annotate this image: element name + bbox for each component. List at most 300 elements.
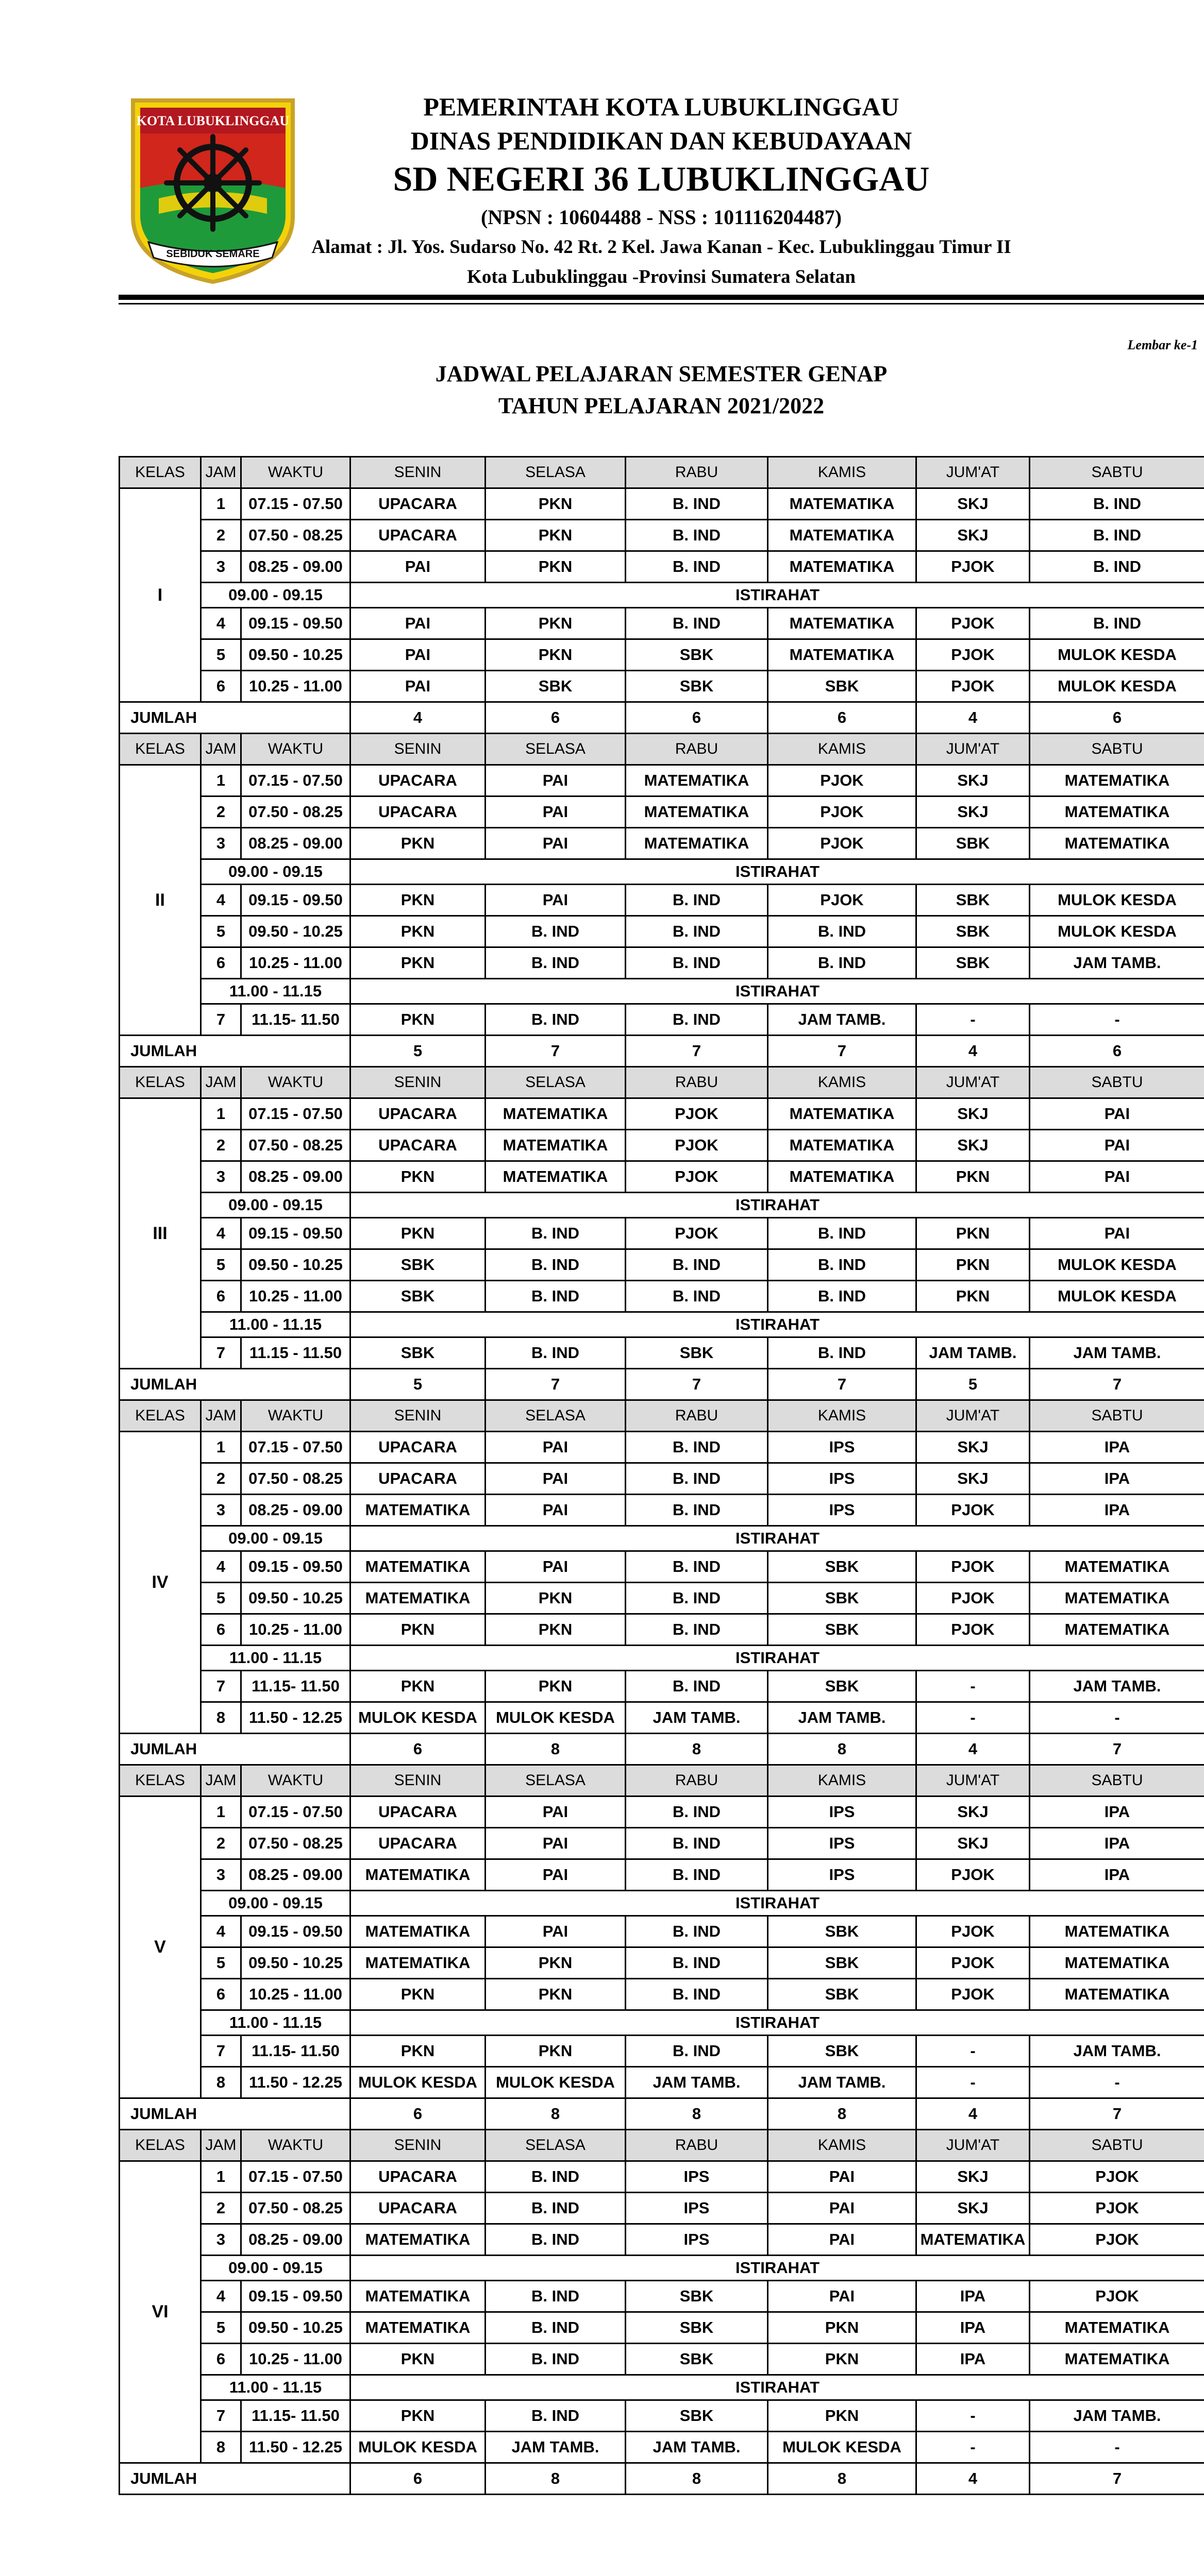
subject-cell: JAM TAMB. (626, 2067, 768, 2098)
jumlah-value-cell: 7 (1030, 2463, 1204, 2495)
subject-cell: B. IND (486, 1281, 626, 1312)
subject-cell: PKN (350, 2400, 486, 2432)
subject-cell: PKN (486, 639, 626, 671)
column-header: KELAS (120, 457, 201, 488)
jumlah-row (120, 2463, 1204, 2495)
time-cell: 09.15 - 09.50 (241, 2281, 350, 2312)
subject-cell: SBK (768, 671, 916, 702)
column-header: KAMIS (768, 2130, 916, 2161)
column-header: JAM (201, 2130, 241, 2161)
jam-cell: 3 (201, 1495, 241, 1526)
subject-cell: JAM TAMB. (768, 2067, 916, 2098)
time-cell: 10.25 - 11.00 (241, 2344, 350, 2375)
jam-cell: 3 (201, 1161, 241, 1193)
class-name-cell: I (120, 488, 201, 702)
subject-cell: PKN (350, 1218, 486, 1249)
subject-cell: PAI (486, 765, 626, 796)
subject-cell: SBK (768, 1947, 916, 1979)
time-cell: 07.15 - 07.50 (241, 1797, 350, 1828)
subject-cell: PJOK (916, 1495, 1030, 1526)
column-header: SENIN (350, 734, 486, 765)
column-header: RABU (626, 1067, 768, 1098)
subject-cell: IPA (916, 2312, 1030, 2344)
subject-cell: PJOK (1030, 2281, 1204, 2312)
subject-cell: PKN (350, 885, 486, 916)
subject-cell: B. IND (626, 947, 768, 979)
jam-cell: 2 (201, 1130, 241, 1161)
jam-cell: 6 (201, 1614, 241, 1646)
jumlah-label-cell: JUMLAH (120, 1734, 350, 1765)
subject-cell: MATEMATIKA (768, 1161, 916, 1193)
subject-cell: MATEMATIKA (350, 2224, 486, 2256)
lesson-row (120, 916, 1204, 947)
subject-cell: PKN (350, 1161, 486, 1193)
subject-cell: PJOK (916, 551, 1030, 583)
subject-cell: MATEMATIKA (1030, 1947, 1204, 1979)
break-row (120, 1312, 1204, 1337)
subject-cell: MATEMATIKA (350, 1947, 486, 1979)
subject-cell: PKN (916, 1218, 1030, 1249)
subject-cell: JAM TAMB. (768, 1702, 916, 1734)
subject-cell: SKJ (916, 1098, 1030, 1130)
subject-cell: PAI (768, 2193, 916, 2224)
lesson-row (120, 1495, 1204, 1526)
jumlah-value-cell: 4 (916, 2463, 1030, 2495)
schedule-header-row (120, 457, 1204, 488)
lesson-row (120, 885, 1204, 916)
subject-cell: IPS (768, 1859, 916, 1891)
column-header: KELAS (120, 2130, 201, 2161)
time-cell: 09.15 - 09.50 (241, 1218, 350, 1249)
subject-cell: PKN (350, 947, 486, 979)
subject-cell: B. IND (626, 1004, 768, 1036)
lesson-row (120, 1130, 1204, 1161)
subject-cell: B. IND (486, 1218, 626, 1249)
subject-cell: PAI (768, 2281, 916, 2312)
subject-cell: SKJ (916, 2161, 1030, 2193)
time-cell: 09.50 - 10.25 (241, 1947, 350, 1979)
class-name-cell: II (120, 765, 201, 1036)
lesson-row (120, 1337, 1204, 1369)
subject-cell: B. IND (768, 1281, 916, 1312)
jumlah-value-cell: 5 (916, 1369, 1030, 1400)
jumlah-value-cell: 6 (350, 2098, 486, 2130)
subject-cell: IPS (626, 2161, 768, 2193)
subject-cell: IPA (1030, 1828, 1204, 1859)
jam-cell: 5 (201, 2312, 241, 2344)
break-label-cell: ISTIRAHAT (350, 1526, 1204, 1551)
subject-cell: PAI (486, 1432, 626, 1463)
subject-cell: IPA (916, 2281, 1030, 2312)
column-header: JAM (201, 1765, 241, 1797)
subject-cell: PJOK (768, 796, 916, 828)
letterhead (119, 0, 1204, 299)
column-header: KAMIS (768, 1765, 916, 1797)
lesson-row (120, 796, 1204, 828)
subject-cell: SKJ (916, 1463, 1030, 1495)
subject-cell: B. IND (626, 1583, 768, 1614)
lesson-row (120, 671, 1204, 702)
subject-cell: MATEMATIKA (1030, 828, 1204, 859)
time-cell: 10.25 - 11.00 (241, 1979, 350, 2010)
subject-cell: PAI (350, 608, 486, 639)
subject-cell: B. IND (626, 1859, 768, 1891)
subject-cell: UPACARA (350, 2193, 486, 2224)
subject-cell: IPS (768, 1828, 916, 1859)
lesson-row (120, 1218, 1204, 1249)
class-name-cell: IV (120, 1432, 201, 1734)
schedule-subtitle: TAHUN PELAJARAN 2021/2022 (498, 393, 825, 418)
subject-cell: PKN (350, 2036, 486, 2067)
subject-cell: B. IND (626, 1916, 768, 1947)
subject-cell: MATEMATIKA (768, 1098, 916, 1130)
break-label-cell: ISTIRAHAT (350, 2256, 1204, 2281)
time-cell: 08.25 - 09.00 (241, 1495, 350, 1526)
column-header: JUM'AT (916, 734, 1030, 765)
break-label-cell: ISTIRAHAT (350, 2375, 1204, 2400)
break-time-cell: 09.00 - 09.15 (201, 859, 350, 885)
subject-cell: UPACARA (350, 1797, 486, 1828)
subject-cell: IPA (1030, 1463, 1204, 1495)
jam-cell: 5 (201, 1249, 241, 1281)
subject-cell: B. IND (626, 551, 768, 583)
jumlah-value-cell: 5 (350, 1369, 486, 1400)
subject-cell: PJOK (916, 1583, 1030, 1614)
subject-cell: PKN (486, 488, 626, 520)
subject-cell: JAM TAMB. (626, 2432, 768, 2463)
time-cell: 09.15 - 09.50 (241, 608, 350, 639)
lesson-row (120, 2161, 1204, 2193)
subject-cell: B. IND (626, 488, 768, 520)
subject-cell: JAM TAMB. (916, 1337, 1030, 1369)
subject-cell: MATEMATIKA (1030, 2344, 1204, 2375)
column-header: SENIN (350, 1765, 486, 1797)
subject-cell: MATEMATIKA (486, 1161, 626, 1193)
subject-cell: B. IND (626, 1614, 768, 1646)
subject-cell: UPACARA (350, 1130, 486, 1161)
lesson-row (120, 2193, 1204, 2224)
column-header: KAMIS (768, 457, 916, 488)
subject-cell: B. IND (768, 916, 916, 947)
time-cell: 09.15 - 09.50 (241, 1551, 350, 1583)
schedule-title: JADWAL PELAJARAN SEMESTER GENAP (435, 361, 888, 386)
jam-cell: 4 (201, 1218, 241, 1249)
break-time-cell: 09.00 - 09.15 (201, 583, 350, 608)
break-row (120, 1891, 1204, 1916)
subject-cell: UPACARA (350, 1432, 486, 1463)
subject-cell: PJOK (1030, 2193, 1204, 2224)
subject-cell: SKJ (916, 1432, 1030, 1463)
subject-cell: IPA (1030, 1495, 1204, 1526)
time-cell: 11.15- 11.50 (241, 2036, 350, 2067)
subject-cell: PAI (486, 1463, 626, 1495)
jam-cell: 5 (201, 1583, 241, 1614)
jumlah-value-cell: 6 (1030, 1036, 1204, 1067)
jumlah-value-cell: 7 (1030, 1734, 1204, 1765)
subject-cell: JAM TAMB. (486, 2432, 626, 2463)
column-header: WAKTU (241, 1765, 350, 1797)
column-header: KELAS (120, 1765, 201, 1797)
lesson-row (120, 1702, 1204, 1734)
header-rule-thin (119, 303, 1204, 304)
subject-cell: B. IND (626, 885, 768, 916)
jumlah-row (120, 1036, 1204, 1067)
subject-cell: MATEMATIKA (1030, 1916, 1204, 1947)
subject-cell: IPS (768, 1432, 916, 1463)
jam-cell: 8 (201, 2067, 241, 2098)
subject-cell: PKN (350, 2344, 486, 2375)
subject-cell: MATEMATIKA (350, 2312, 486, 2344)
column-header: JUM'AT (916, 457, 1030, 488)
jam-cell: 3 (201, 1859, 241, 1891)
time-cell: 07.15 - 07.50 (241, 765, 350, 796)
column-header: WAKTU (241, 457, 350, 488)
time-cell: 11.15- 11.50 (241, 1671, 350, 1702)
jam-cell: 8 (201, 1702, 241, 1734)
subject-cell: PJOK (768, 885, 916, 916)
subject-cell: B. IND (626, 1249, 768, 1281)
subject-cell: MATEMATIKA (768, 488, 916, 520)
lesson-row (120, 828, 1204, 859)
subject-cell: JAM TAMB. (1030, 947, 1204, 979)
jam-cell: 7 (201, 2036, 241, 2067)
jam-cell: 2 (201, 796, 241, 828)
lesson-row (120, 1583, 1204, 1614)
subject-cell: MATEMATIKA (768, 1130, 916, 1161)
time-cell: 08.25 - 09.00 (241, 1859, 350, 1891)
government-line: PEMERINTAH KOTA LUBUKLINGGAU (423, 92, 899, 121)
jumlah-row (120, 702, 1204, 734)
subject-cell: IPS (768, 1495, 916, 1526)
subject-cell: MATEMATIKA (768, 551, 916, 583)
schedule-header-row (120, 1765, 1204, 1797)
jumlah-value-cell: 7 (626, 1369, 768, 1400)
jam-cell: 7 (201, 1004, 241, 1036)
subject-cell: IPA (1030, 1432, 1204, 1463)
subject-cell: PKN (916, 1161, 1030, 1193)
subject-cell: B. IND (1030, 608, 1204, 639)
jumlah-value-cell: 4 (916, 1036, 1030, 1067)
jam-cell: 5 (201, 1947, 241, 1979)
jam-cell: 8 (201, 2432, 241, 2463)
column-header: KAMIS (768, 1400, 916, 1432)
subject-cell: B. IND (486, 2400, 626, 2432)
column-header: JAM (201, 1400, 241, 1432)
break-label-cell: ISTIRAHAT (350, 583, 1204, 608)
sheet-label: Lembar ke-1 (1127, 337, 1198, 352)
column-header: SELASA (486, 1400, 626, 1432)
column-header: JAM (201, 457, 241, 488)
jam-cell: 6 (201, 1281, 241, 1312)
jam-cell: 5 (201, 639, 241, 671)
lesson-row (120, 947, 1204, 979)
jumlah-value-cell: 6 (626, 702, 768, 734)
subject-cell: MATEMATIKA (350, 1583, 486, 1614)
jam-cell: 4 (201, 885, 241, 916)
column-header: WAKTU (241, 1400, 350, 1432)
column-header: SENIN (350, 2130, 486, 2161)
break-row (120, 1646, 1204, 1671)
time-cell: 09.50 - 10.25 (241, 916, 350, 947)
column-header: SENIN (350, 1067, 486, 1098)
subject-cell: SBK (626, 639, 768, 671)
subject-cell: MATEMATIKA (626, 828, 768, 859)
column-header: SELASA (486, 734, 626, 765)
time-cell: 09.15 - 09.50 (241, 885, 350, 916)
subject-cell: SBK (626, 671, 768, 702)
subject-cell: B. IND (486, 1249, 626, 1281)
subject-cell: SKJ (916, 520, 1030, 551)
lesson-row (120, 1671, 1204, 1702)
subject-cell: PKN (486, 520, 626, 551)
break-time-cell: 11.00 - 11.15 (201, 1646, 350, 1671)
lesson-row (120, 1098, 1204, 1130)
subject-cell: SBK (916, 947, 1030, 979)
subject-cell: PKN (486, 551, 626, 583)
break-time-cell: 09.00 - 09.15 (201, 1526, 350, 1551)
column-header: SABTU (1030, 2130, 1204, 2161)
subject-cell: SBK (350, 1337, 486, 1369)
column-header: RABU (626, 457, 768, 488)
jam-cell: 2 (201, 1463, 241, 1495)
lesson-row (120, 488, 1204, 520)
break-time-cell: 11.00 - 11.15 (201, 979, 350, 1004)
break-label-cell: ISTIRAHAT (350, 1891, 1204, 1916)
subject-cell: PKN (350, 1979, 486, 2010)
subject-cell: B. IND (486, 2344, 626, 2375)
break-time-cell: 09.00 - 09.15 (201, 1891, 350, 1916)
column-header: SELASA (486, 1067, 626, 1098)
jumlah-value-cell: 6 (350, 1734, 486, 1765)
subject-cell: B. IND (486, 2281, 626, 2312)
subject-cell: IPA (916, 2344, 1030, 2375)
subject-cell: PKN (350, 828, 486, 859)
subject-cell: PJOK (1030, 2161, 1204, 2193)
column-header: RABU (626, 2130, 768, 2161)
jam-cell: 3 (201, 551, 241, 583)
logo-ribbon-text: SEBIDUK SEMARE (166, 248, 260, 260)
break-label-cell: ISTIRAHAT (350, 2010, 1204, 2036)
subject-cell: B. IND (626, 1797, 768, 1828)
subject-cell: MULOK KESDA (350, 2067, 486, 2098)
subject-cell: SBK (916, 828, 1030, 859)
break-label-cell: ISTIRAHAT (350, 1646, 1204, 1671)
subject-cell: - (1030, 1702, 1204, 1734)
subject-cell: PKN (486, 1614, 626, 1646)
column-header: WAKTU (241, 1067, 350, 1098)
subject-cell: PAI (486, 1797, 626, 1828)
subject-cell: SBK (768, 1614, 916, 1646)
subject-cell: SKJ (916, 765, 1030, 796)
time-cell: 07.15 - 07.50 (241, 1098, 350, 1130)
subject-cell: PAI (486, 885, 626, 916)
subject-cell: B. IND (626, 520, 768, 551)
subject-cell: B. IND (486, 2193, 626, 2224)
lesson-row (120, 1432, 1204, 1463)
jam-cell: 5 (201, 916, 241, 947)
jumlah-value-cell: 5 (350, 1036, 486, 1067)
subject-cell: B. IND (626, 1828, 768, 1859)
subject-cell: MATEMATIKA (1030, 1551, 1204, 1583)
subject-cell: PAI (1030, 1130, 1204, 1161)
subject-cell: IPS (768, 1797, 916, 1828)
class-name-cell: V (120, 1797, 201, 2098)
subject-cell: MULOK KESDA (1030, 1281, 1204, 1312)
time-cell: 10.25 - 11.00 (241, 1281, 350, 1312)
lesson-row (120, 1004, 1204, 1036)
lesson-row (120, 1249, 1204, 1281)
jumlah-value-cell: 8 (768, 2463, 916, 2495)
subject-cell: PJOK (626, 1130, 768, 1161)
column-header: SELASA (486, 457, 626, 488)
jam-cell: 1 (201, 1098, 241, 1130)
subject-cell: PJOK (1030, 2224, 1204, 2256)
header-rule-thick (119, 295, 1204, 300)
subject-cell: PAI (486, 1828, 626, 1859)
jumlah-value-cell: 7 (1030, 1369, 1204, 1400)
jam-cell: 6 (201, 2344, 241, 2375)
subject-cell: PAI (486, 1916, 626, 1947)
time-cell: 07.50 - 08.25 (241, 1463, 350, 1495)
lesson-row (120, 2400, 1204, 2432)
jumlah-value-cell: 6 (486, 702, 626, 734)
column-header: SABTU (1030, 1765, 1204, 1797)
jumlah-value-cell: 8 (626, 2463, 768, 2495)
subject-cell: SKJ (916, 1828, 1030, 1859)
subject-cell: B. IND (768, 1249, 916, 1281)
subject-cell: SBK (768, 1916, 916, 1947)
jam-cell: 3 (201, 828, 241, 859)
subject-cell: IPS (626, 2193, 768, 2224)
subject-cell: SBK (768, 1551, 916, 1583)
subject-cell: B. IND (768, 1218, 916, 1249)
subject-cell: PJOK (768, 828, 916, 859)
jam-cell: 4 (201, 608, 241, 639)
subject-cell: B. IND (1030, 551, 1204, 583)
subject-cell: - (916, 2036, 1030, 2067)
subject-cell: UPACARA (350, 765, 486, 796)
time-cell: 09.50 - 10.25 (241, 1249, 350, 1281)
jumlah-value-cell: 7 (626, 1036, 768, 1067)
subject-cell: PKN (916, 1249, 1030, 1281)
subject-cell: SKJ (916, 796, 1030, 828)
city-line: Kota Lubuklinggau -Provinsi Sumatera Selatan (467, 266, 856, 287)
column-header: SENIN (350, 457, 486, 488)
time-cell: 10.25 - 11.00 (241, 947, 350, 979)
schedule-header-row (120, 1400, 1204, 1432)
subject-cell: SBK (768, 1671, 916, 1702)
lesson-row (120, 2344, 1204, 2375)
lesson-row (120, 1979, 1204, 2010)
column-header: JAM (201, 1067, 241, 1098)
subject-cell: SKJ (916, 1130, 1030, 1161)
subject-cell: PAI (486, 1551, 626, 1583)
break-row (120, 2256, 1204, 2281)
subject-cell: PAI (768, 2224, 916, 2256)
column-header: KELAS (120, 1067, 201, 1098)
jam-cell: 6 (201, 947, 241, 979)
subject-cell: MATEMATIKA (1030, 2312, 1204, 2344)
subject-cell: PJOK (916, 608, 1030, 639)
subject-cell: B. IND (626, 2036, 768, 2067)
lesson-row (120, 2036, 1204, 2067)
break-row (120, 1193, 1204, 1218)
subject-cell: MATEMATIKA (1030, 765, 1204, 796)
subject-cell: SBK (626, 2400, 768, 2432)
jam-cell: 7 (201, 1337, 241, 1369)
lesson-row (120, 551, 1204, 583)
column-header: SABTU (1030, 1400, 1204, 1432)
